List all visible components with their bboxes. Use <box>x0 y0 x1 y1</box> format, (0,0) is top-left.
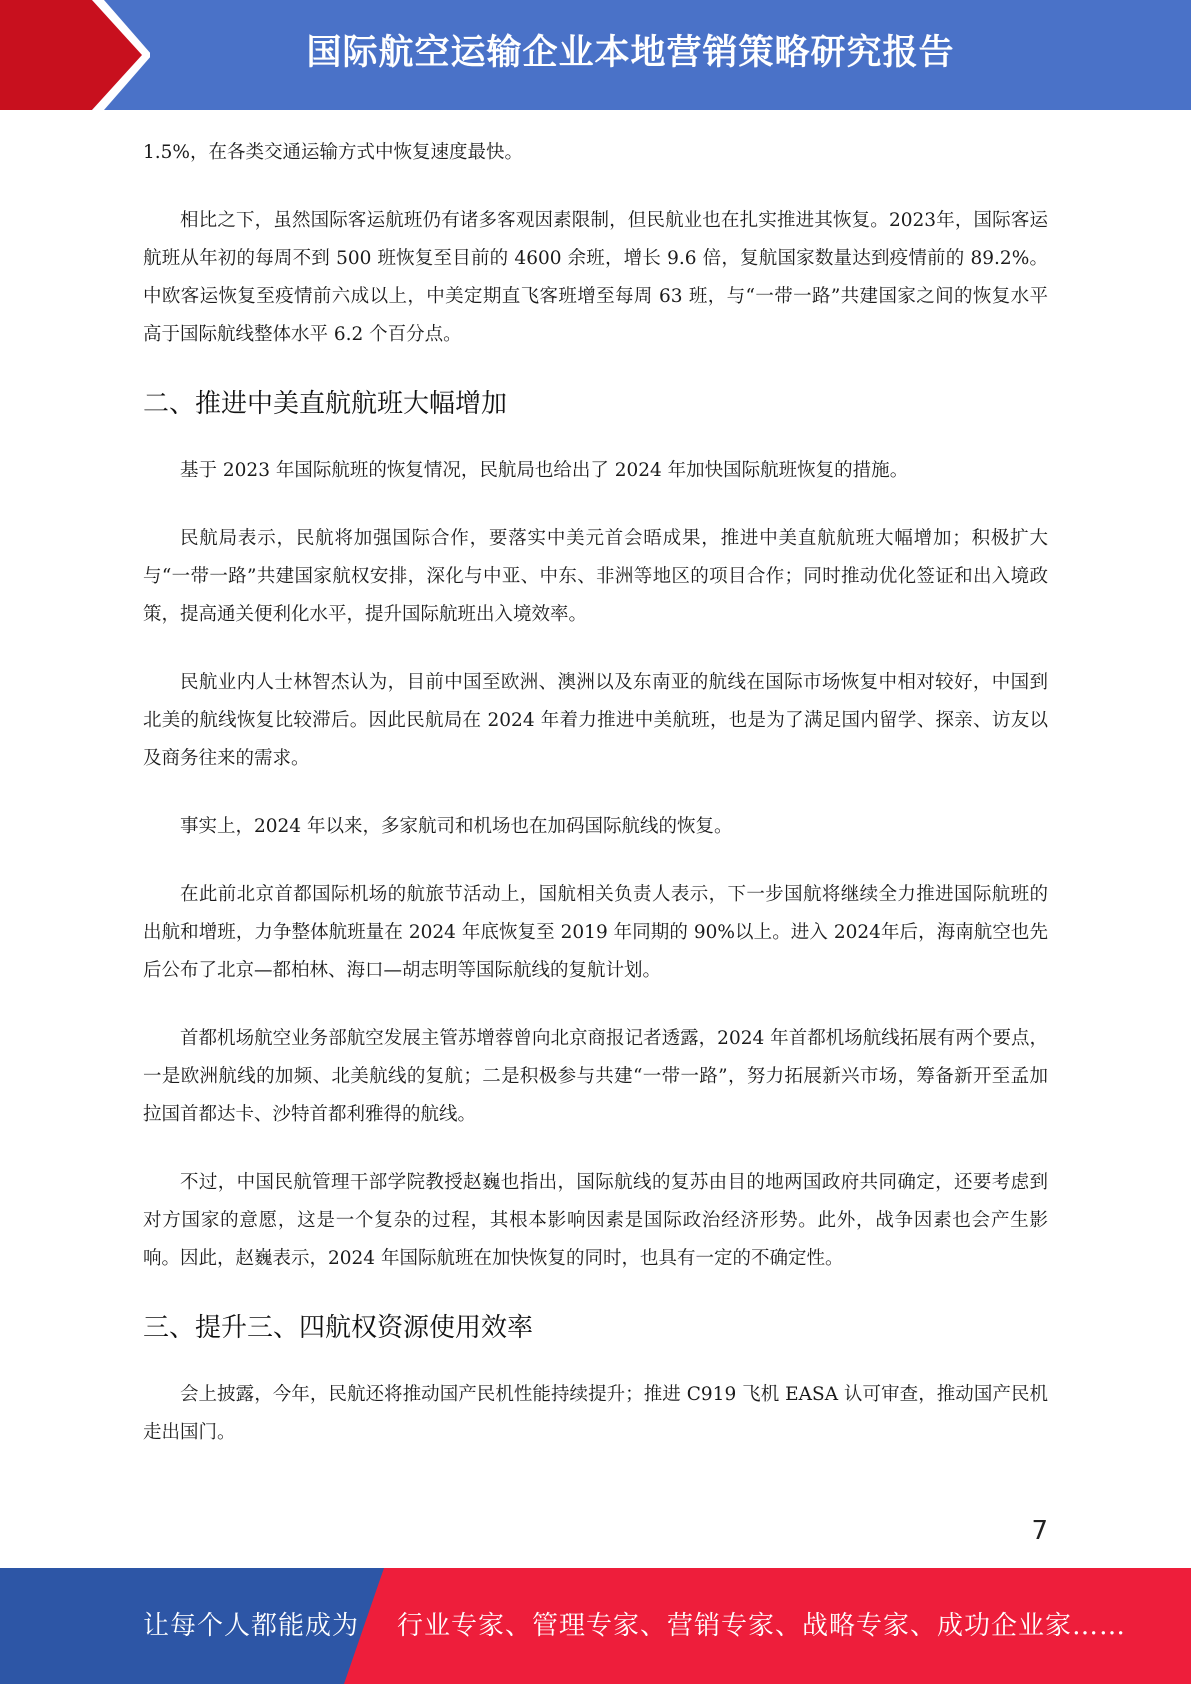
report-title: 国际航空运输企业本地营销策略研究报告 <box>306 33 955 73</box>
paragraph: 相比之下，虽然国际客运航班仍有诸多客观因素限制，但民航业也在扎实推进其恢复。2023年，国际客运航班从年初的每周不到 500 班恢复至目前的 4600 余班，增长 9.6 倍，复航国家数量达到疫情前的 89.2%。中欧客运恢复至疫情前六成以上，中美定期直飞客班增至每周 63 班，与“一带一路”共建国家之间的恢复水平高于国际航线整体水平 6.2 个百分点。 <box>143 210 1048 345</box>
paragraph: 民航业内人士林智杰认为，目前中国至欧洲、澳洲以及东南亚的航线在国际市场恢复中相对较好，中国到北美的航线恢复比较滞后。因此民航局在 2024 年着力推进中美航班，也是为了满足国内留学、探亲、访友以及商务往来的需求。 <box>143 672 1048 769</box>
document-body <box>143 134 1048 1482</box>
footer-slogan-right: 行业专家、管理专家、营销专家、战略专家、成功企业家…… <box>397 1611 1127 1641</box>
paragraph: 在此前北京首都国际机场的航旅节活动上，国航相关负责人表示，下一步国航将继续全力推进国际航班的出航和增班，力争整体航班量在 2024 年底恢复至 2019 年同期的 90%以上。进入 2024年后，海南航空也先后公布了北京—都柏林、海口—胡志明等国际航线的复航计划。 <box>143 884 1048 981</box>
paragraph: 基于 2023 年国际航班的恢复情况，民航局也给出了 2024 年加快国际航班恢复的措施。 <box>180 460 909 481</box>
paragraph: 首都机场航空业务部航空发展主管苏增蓉曾向北京商报记者透露，2024 年首都机场航线拓展有两个要点，一是欧洲航线的加频、北美航线的复航；二是积极参与共建“一带一路”，努力拓展新兴市场，筹备新开至孟加拉国首都达卡、沙特首都利雅得的航线。 <box>143 1028 1048 1125</box>
paragraph: 民航局表示，民航将加强国际合作，要落实中美元首会晤成果，推进中美直航航班大幅增加；积极扩大与“一带一路”共建国家航权安排，深化与中亚、中东、非洲等地区的项目合作；同时推动优化签证和出入境政策，提高通关便利化水平，提升国际航班出入境效率。 <box>143 528 1048 625</box>
footer-slogan-left: 让每个人都能成为 <box>143 1611 360 1641</box>
page-number: 7 <box>1031 1516 1048 1546</box>
paragraph: 事实上，2024 年以来，多家航司和机场也在加码国际航线的恢复。 <box>180 816 733 837</box>
header-banner <box>0 0 1191 110</box>
section-heading: 三、提升三、四航权资源使用效率 <box>143 1313 534 1343</box>
section-heading: 二、推进中美直航航班大幅增加 <box>143 389 508 419</box>
footer-banner <box>0 1568 1191 1684</box>
paragraph: 会上披露，今年，民航还将推动国产民机性能持续提升；推进 C919 飞机 EASA 认可审查，推动国产民机走出国门。 <box>143 1384 1048 1443</box>
paragraph: 不过，中国民航管理干部学院教授赵巍也指出，国际航线的复苏由目的地两国政府共同确定，还要考虑到对方国家的意愿，这是一个复杂的过程，其根本影响因素是国际政治经济形势。此外，战争因素也会产生影响。因此，赵巍表示，2024 年国际航班在加快恢复的同时，也具有一定的不确定性。 <box>143 1172 1048 1269</box>
paragraph: 1.5%，在各类交通运输方式中恢复速度最快。 <box>143 142 524 163</box>
header-red-arrow-decoration <box>0 0 150 110</box>
